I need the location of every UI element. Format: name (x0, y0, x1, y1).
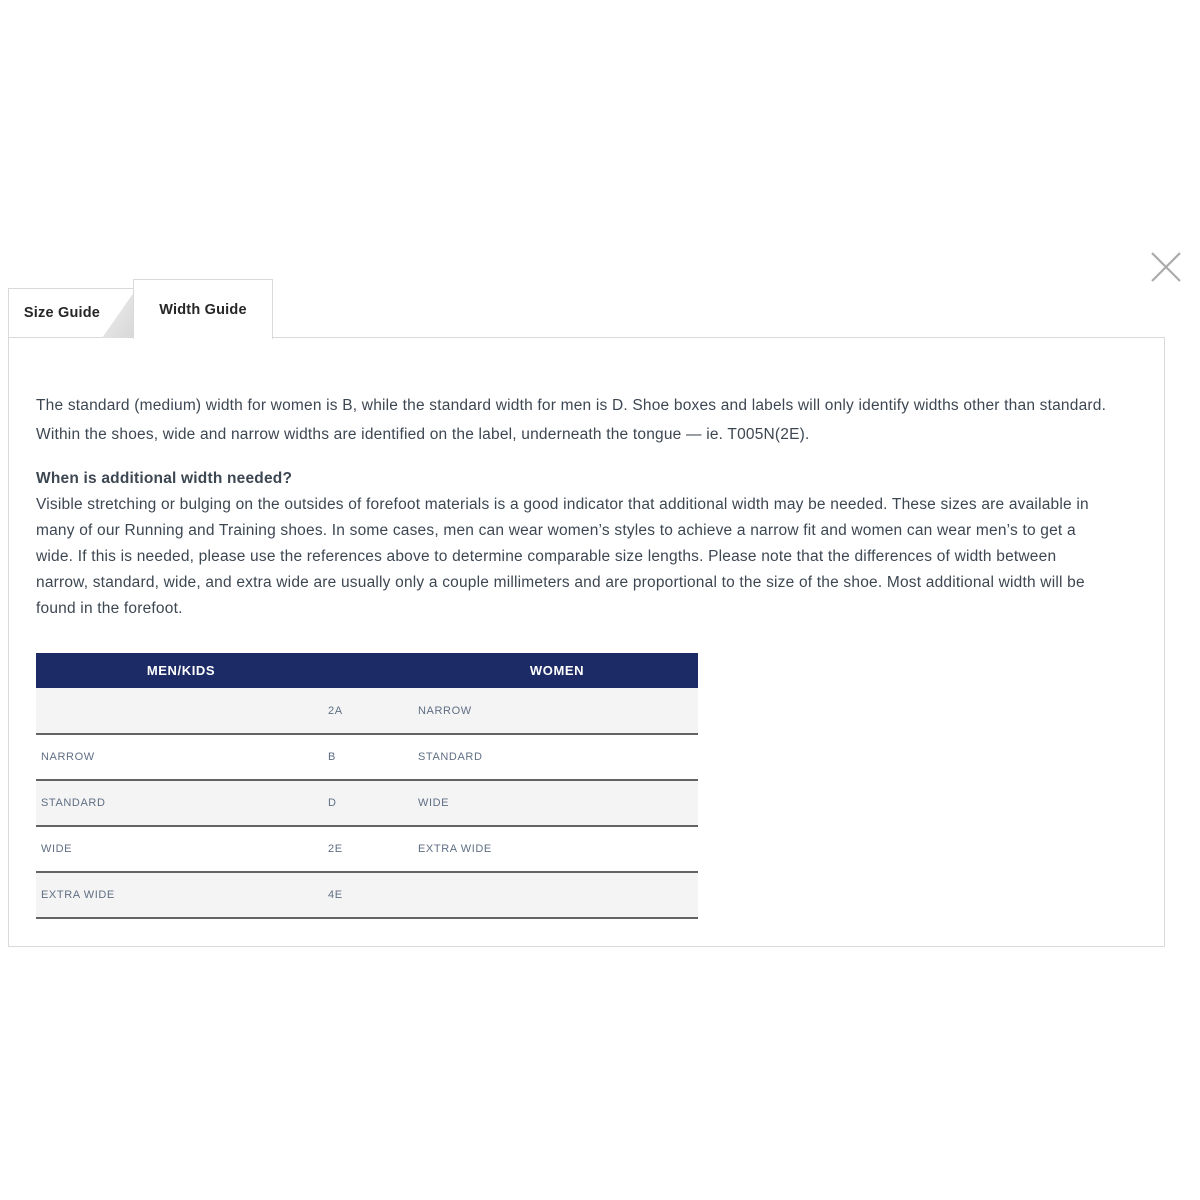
cell-men-kids: EXTRA WIDE (41, 889, 115, 901)
cell-width-code: 2A (328, 704, 343, 717)
intro-paragraph: The standard (medium) width for women is B, while the standard width for men is D. Shoe boxes and labels will only identify widths other than standard. Within the shoes, wide and narrow widths are identified on the label, underneath the tongue — ie. T005N(2E). (36, 397, 1107, 443)
tab-size-guide-label: Size Guide (23, 305, 101, 321)
cell-women: EXTRA WIDE (418, 843, 492, 855)
width-comparison-table (36, 653, 698, 919)
table-row (36, 734, 698, 780)
cell-width-code: B (328, 751, 336, 763)
table-row (36, 688, 698, 734)
header-men-kids: MEN/KIDS (36, 653, 326, 688)
tab-width-guide-label: Width Guide (159, 301, 247, 318)
header-spacer (326, 653, 416, 688)
table-row (36, 872, 698, 918)
cell-width-code: 4E (328, 889, 343, 901)
cell-men-kids: WIDE (41, 843, 73, 855)
cell-women: WIDE (418, 797, 450, 809)
cell-width-code: D (328, 797, 337, 809)
cell-men-kids (36, 688, 326, 734)
cell-men-kids: NARROW (41, 751, 95, 763)
cell-width-code: 2E (328, 843, 343, 855)
cell-women (416, 872, 698, 918)
width-guide-panel (8, 337, 1165, 947)
table-row (36, 780, 698, 826)
cell-women: STANDARD (418, 751, 483, 763)
header-women: WOMEN (416, 653, 698, 688)
section-heading: When is additional width needed? (36, 470, 293, 487)
close-icon (1146, 247, 1186, 287)
table-row (36, 826, 698, 872)
table-header-row (36, 653, 698, 688)
cell-men-kids: STANDARD (41, 797, 106, 809)
section-body: Visible stretching or bulging on the outsides of forefoot materials is a good indicator that additional width may be needed. These sizes are available in many of our Running and Training shoes. In some cases, men can wear women’s styles to achieve a narrow fit and women can wear men’s to get a wide. If this is needed, please use the references above to determine comparable size lengths. Please note that the differences of width between narrow, standard, wide, and extra wide are usually only a couple millimeters and are proportional to the size of the shoe. Most additional width will be found in the forefoot. (36, 496, 1089, 617)
tab-size-guide[interactable] (8, 288, 134, 338)
tab-width-guide[interactable] (133, 279, 273, 339)
tab-fold-decoration (102, 292, 134, 338)
close-button[interactable] (1143, 244, 1189, 290)
cell-women: NARROW (418, 704, 472, 717)
